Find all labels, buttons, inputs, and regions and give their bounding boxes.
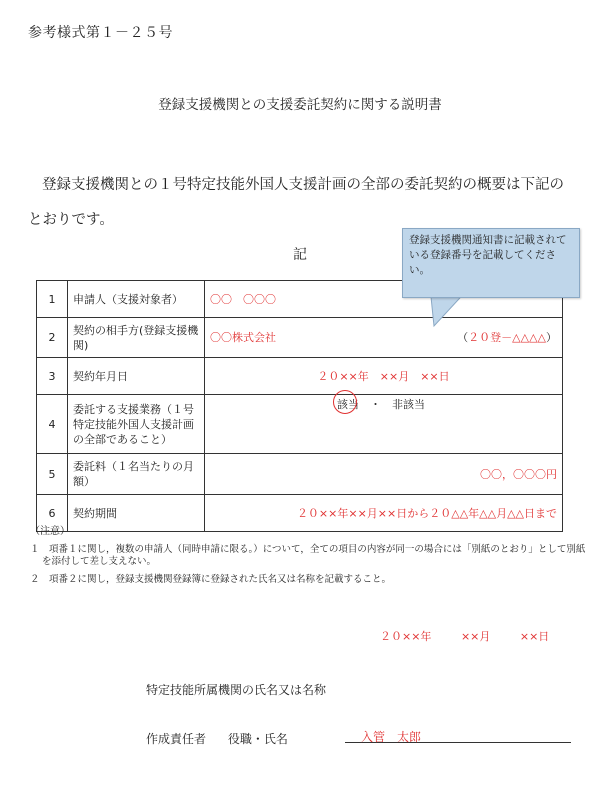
date-year: ２０××年 [380, 630, 432, 643]
row-item: 申請人（支援対象者） [68, 281, 205, 318]
row-item: 委託する支援業務（１号特定技能外国人支援計画の全部であること） [68, 395, 205, 454]
applicable-choice: 該当 ・ 非該当 [205, 395, 563, 454]
document-title: 登録支援機関との支援委託契約に関する説明書 [158, 97, 442, 113]
row-number: 3 [37, 358, 68, 395]
responsible-person [146, 730, 288, 747]
row-number: 2 [37, 318, 68, 358]
row-number: 4 [37, 395, 68, 454]
ki-heading: 記 [293, 247, 307, 263]
signer-name: 入管 太郎 [345, 728, 571, 743]
intro-paragraph: 登録支援機関との１号特定技能外国人支援計画の全部の委託契約の概要は下記のとおりです。 [28, 177, 564, 228]
contract-period-value: ２０××年××月××日から２０△△年△△月△△日まで [205, 495, 563, 532]
row-number: 5 [37, 454, 68, 495]
row-number: 6 [37, 495, 68, 532]
row-item: 契約期間 [68, 495, 205, 532]
note-1: １ 項番１に関し，複数の申請人（同時申請に限る。）について，全ての項目の内容が同一の場合には「別紙のとおり」として別紙を添付して差し支えない。 [30, 544, 586, 567]
callout-note: 登録支援機関通知書に記載されている登録番号を記載してください。 [402, 228, 580, 298]
row-number: 1 [37, 281, 68, 318]
registration-number: （２０登－△△△△） [457, 331, 557, 344]
fee-value: 〇〇，〇〇〇円 [205, 454, 563, 495]
notes-heading: （注意） [30, 526, 70, 537]
date-month: ××月 [460, 630, 491, 643]
row-item: 契約の相手方(登録支援機関) [68, 318, 205, 358]
row-item: 委託料（１名当たりの月額） [68, 454, 205, 495]
role-name-label: 役職・氏名 [227, 732, 288, 746]
row-item: 契約年月日 [68, 358, 205, 395]
organization-label: 特定技能所属機関の氏名又は名称 [146, 683, 327, 697]
note-2: ２ 項番２に関し，登録支援機関登録簿に登録された氏名又は名称を記載すること。 [30, 574, 392, 585]
responsible-label: 作成責任者 [146, 732, 207, 746]
form-number: 参考様式第１－２５号 [28, 25, 173, 41]
applicant-value: 〇〇 〇〇〇 [205, 281, 563, 318]
date-day: ××日 [519, 630, 550, 643]
contract-date-value: ２０××年 ××月 ××日 [205, 358, 563, 395]
contractor-value: 〇〇株式会社 [210, 331, 276, 344]
date-line [380, 628, 549, 644]
